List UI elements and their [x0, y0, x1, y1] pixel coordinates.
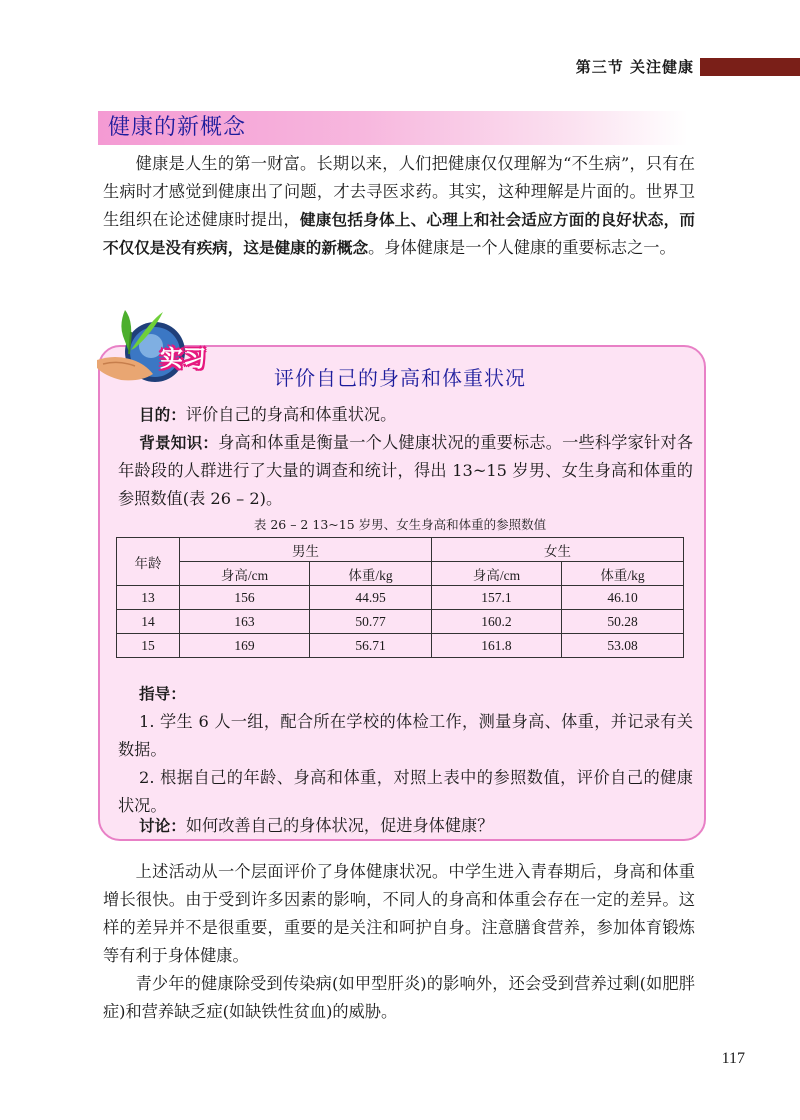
after-text-2: 青少年的健康除受到传染病(如甲型肝炎)的影响外，还会受到营养过剩(如肥胖症)和营养缺乏症(如缺铁性贫血)的威胁。: [103, 974, 695, 1021]
table-row: [117, 634, 684, 658]
section-label: 第三节 关注健康: [575, 58, 694, 76]
after-paragraph-1: [103, 858, 695, 970]
intro-paragraph: [103, 150, 695, 262]
age-header: 年龄: [117, 538, 180, 586]
male-weight-cell: 44.95: [310, 586, 432, 610]
discussion-label: 讨论：: [139, 817, 186, 835]
table-row: [117, 586, 684, 610]
page-number: 117: [721, 1050, 745, 1067]
female-weight-cell: 50.28: [562, 610, 684, 634]
intro-text-a: 健康是人生的第一财富。长期以来，人们把健康仅仅理解为“不生病”，只有在生病时才感觉到健康出了问题，才去寻医求药。其实，这种理解是片面的。世界卫生组织在论述健康时提出，: [103, 154, 695, 229]
male-header: 男生: [180, 538, 432, 562]
female-height-cell: 161.8: [431, 634, 561, 658]
female-header: 女生: [431, 538, 683, 562]
female-height-cell: 157.1: [431, 586, 561, 610]
purpose-line: [118, 401, 693, 429]
table-row: [117, 610, 684, 634]
female-weight-cell: 53.08: [562, 634, 684, 658]
male-height-cell: 169: [180, 634, 310, 658]
intro-text-b: 。身体健康是一个人健康的重要标志之一。: [368, 238, 676, 257]
male-weight-cell: 50.77: [310, 610, 432, 634]
section-banner: [98, 111, 688, 145]
guide-text-1: 1. 学生 6 人一组，配合所在学校的体检工作，测量身高、体重，并记录有关数据。: [118, 712, 693, 759]
intro-text-bold: 健康包括身体上、心理上和社会适应方面的良好状态，而不仅仅是没有疾病，这是健康的新概念: [103, 211, 695, 257]
guide-label: 指导：: [139, 685, 186, 703]
after-text-1: 上述活动从一个层面评价了身体健康状况。中学生进入青春期后，身高和体重增长很快。由于受到许多因素的影响，不同人的身高和体重会存在一定的差异。这样的差异并不是很重要，重要的是关注和呵护自身。注意膳食营养，参加体育锻炼等有利于身体健康。: [103, 862, 695, 965]
male-height-cell: 163: [180, 610, 310, 634]
background-label: 背景知识：: [139, 434, 219, 452]
practice-title: 评价自己的身高和体重状况: [274, 366, 526, 390]
age-cell: 15: [117, 634, 180, 658]
female-height-header: 身高/cm: [431, 562, 561, 586]
guide-item-1: [118, 708, 693, 764]
table-caption: 表 26 – 2 13~15 岁男、女生身高和体重的参照数值: [253, 517, 547, 532]
practice-badge: 实习: [160, 346, 206, 372]
purpose-text: 评价自己的身高和体重状况。: [185, 405, 397, 424]
discussion-line: [118, 812, 693, 840]
purpose-label: 目的：: [139, 406, 186, 424]
male-weight-cell: 56.71: [310, 634, 432, 658]
age-cell: 13: [117, 586, 180, 610]
female-weight-cell: 46.10: [562, 586, 684, 610]
background-paragraph: [118, 429, 693, 513]
header-bar: [700, 58, 800, 76]
female-height-cell: 160.2: [431, 610, 561, 634]
after-paragraph-2: [103, 970, 695, 1026]
section-title: 健康的新概念: [108, 115, 247, 140]
guide-heading: [118, 680, 693, 708]
male-height-cell: 156: [180, 586, 310, 610]
background-text: 身高和体重是衡量一个人健康状况的重要标志。一些科学家针对各年龄段的人群进行了大量的调查和统计，得出 13~15 岁男、女生身高和体重的参照数值(表 26 – 2)。: [118, 433, 693, 508]
male-weight-header: 体重/kg: [310, 562, 432, 586]
female-weight-header: 体重/kg: [562, 562, 684, 586]
running-header: [0, 56, 800, 78]
age-cell: 14: [117, 610, 180, 634]
discussion-text: 如何改善自己的身体状况，促进身体健康？: [185, 816, 494, 835]
male-height-header: 身高/cm: [180, 562, 310, 586]
guide-text-2: 2. 根据自己的年龄、身高和体重，对照上表中的参照数值，评价自己的健康状况。: [118, 768, 693, 815]
reference-table: [116, 537, 684, 658]
